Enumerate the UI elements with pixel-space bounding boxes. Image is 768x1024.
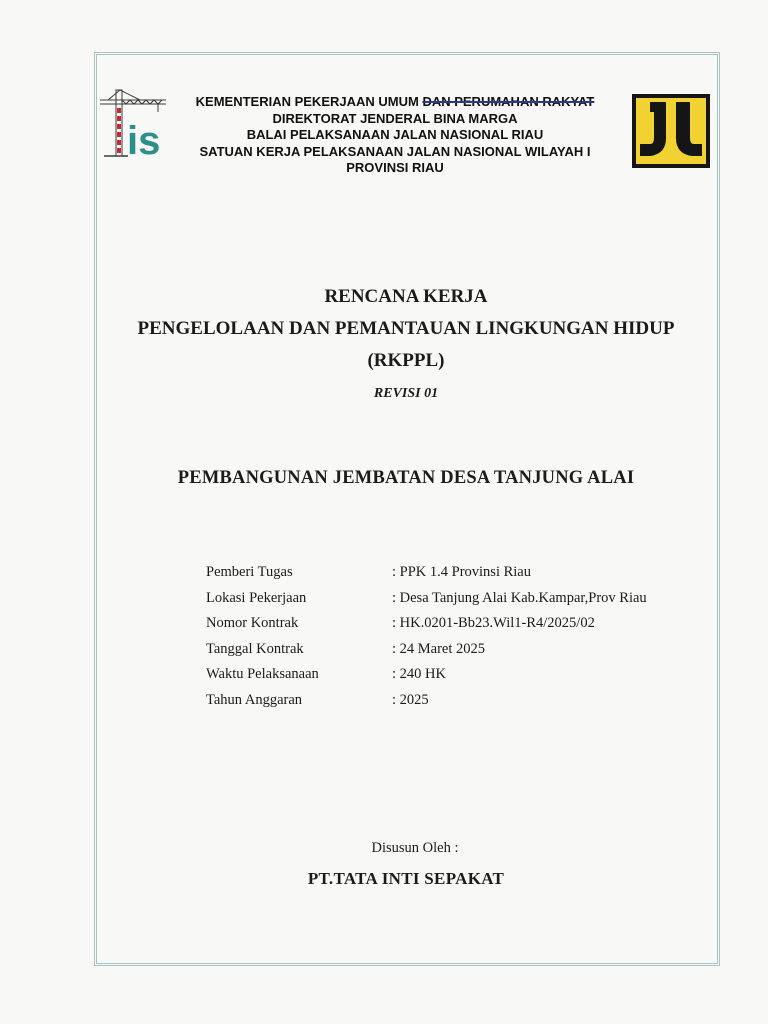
info-row [206, 641, 686, 667]
info-row [206, 692, 686, 718]
info-row [206, 666, 686, 692]
province-line: PROVINSI RIAU [346, 160, 444, 175]
info-value: : 240 HK [392, 666, 446, 682]
title-line-2: PENGELOLAAN DAN PEMANTAUAN LINGKUNGAN HIDUP [137, 318, 675, 339]
info-value: : 2025 [392, 691, 429, 708]
company-name: PT.TATA INTI SEPAKAT [307, 869, 505, 888]
logo-letters: is [127, 119, 161, 162]
info-label: Lokasi Pekerjaan [206, 589, 307, 606]
contract-info-table [206, 564, 686, 717]
pu-ministry-logo-icon [632, 94, 710, 168]
work-unit-line: SATUAN KERJA PELAKSANAAN JALAN NASIONAL WILAYAH I [199, 143, 591, 159]
info-label: Waktu Pelaksanaan [206, 666, 319, 682]
office-line: BALAI PELAKSANAAN JALAN NASIONAL RIAU [246, 127, 544, 142]
agency-heading [170, 94, 620, 177]
info-value: : Desa Tanjung Alai Kab.Kampar,Prov Riau [392, 589, 647, 606]
info-label: Tanggal Kontrak [206, 640, 304, 657]
info-value: : PPK 1.4 Provinsi Riau [392, 564, 531, 580]
struck-text: DAN PERUMAHAN RAKYAT [422, 94, 595, 109]
info-row [206, 564, 686, 590]
info-row [206, 590, 686, 616]
letterhead [100, 86, 712, 176]
prepared-by-section [100, 840, 712, 889]
prepared-by-label: Disusun Oleh : [371, 840, 459, 856]
info-label: Tahun Anggaran [206, 691, 303, 708]
title-line-1: RENCANA KERJA [324, 286, 488, 307]
crane-logo-icon [100, 86, 170, 162]
info-label: Pemberi Tugas [206, 564, 293, 580]
info-row [206, 615, 686, 641]
directorate-line: DIREKTORAT JENDERAL BINA MARGA [272, 110, 518, 126]
info-value: : HK.0201-Bb23.Wil1-R4/2025/02 [392, 615, 595, 631]
info-value: : 24 Maret 2025 [392, 640, 486, 657]
revision-label: REVISI 01 [373, 386, 439, 401]
project-name: PEMBANGUNAN JEMBATAN DESA TANJUNG ALAI [177, 468, 635, 488]
document-title [100, 282, 712, 402]
info-label: Nomor Kontrak [206, 615, 299, 631]
title-abbreviation: (RKPPL) [367, 350, 445, 371]
ministry-line: KEMENTERIAN PEKERJAAN UMUM DAN PERUMAHAN RAKYAT [195, 94, 595, 109]
page-border [94, 52, 720, 966]
